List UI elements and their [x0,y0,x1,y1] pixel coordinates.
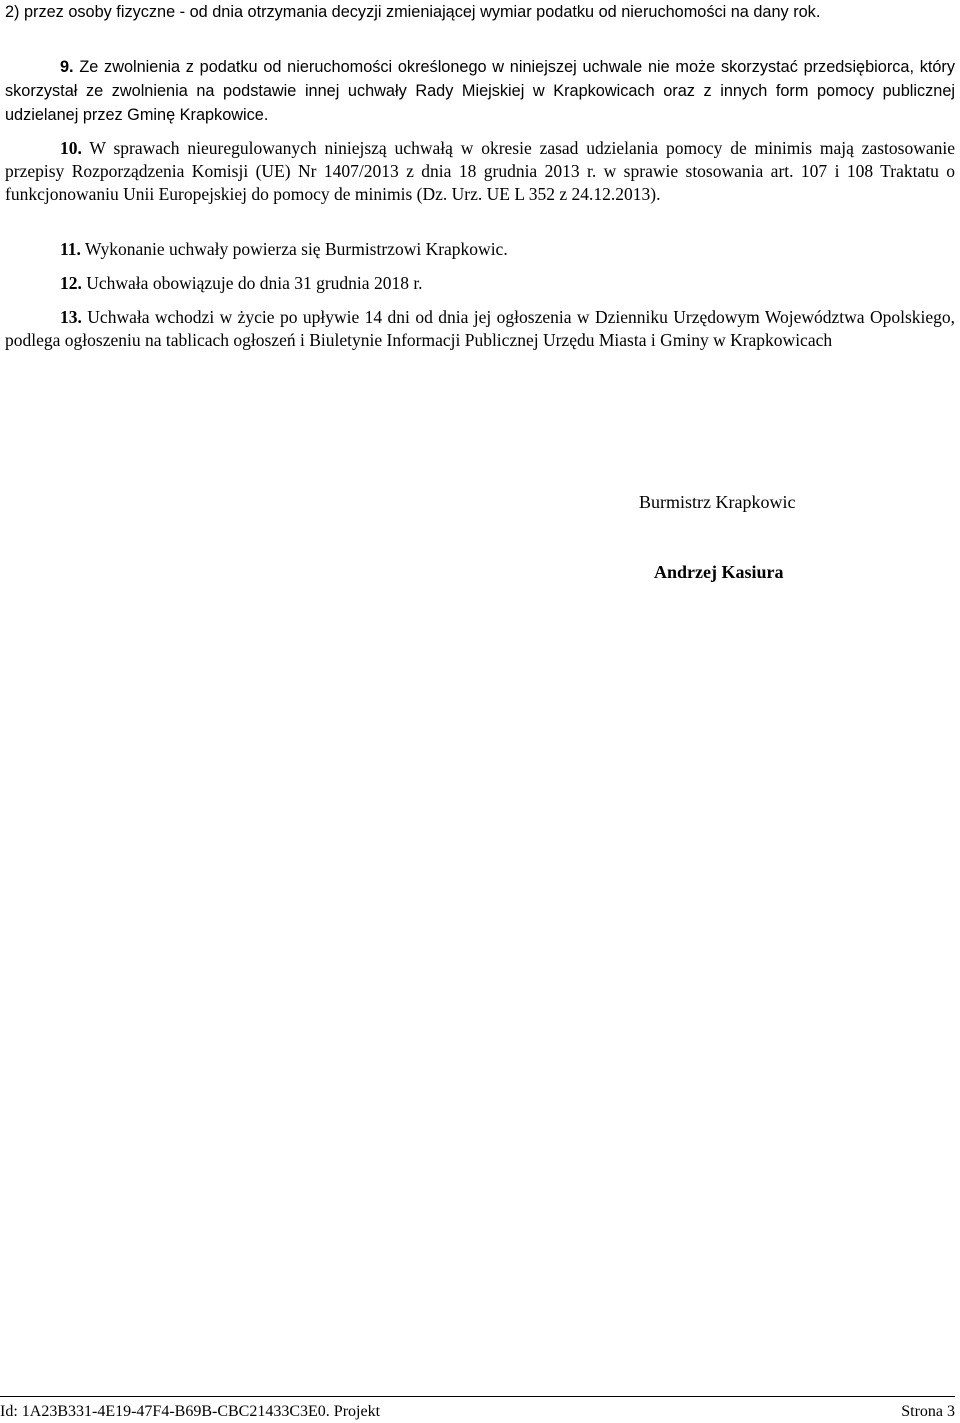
section-9 [5,55,955,127]
section-9-text: Ze zwolnienia z podatku od nieruchomości określonego w niniejszej uchwale nie może skorzystać przedsiębiorca, który skorzystał ze zwolnienia na podstawie innej uchwały Rady Miejskiej w Krapkowicach oraz z innych form pomocy publicznej udzielanej przez Gminę Krapkowice. [5,58,955,124]
section-11-text: Wykonanie uchwały powierza się Burmistrzowi Krapkowic. [84,239,508,259]
signature-name: Andrzej Kasiura [654,562,784,582]
section-10-text: W sprawach nieuregulowanych niniejszą uchwałą w okresie zasad udzielania pomocy de minimis mają zastosowanie przepisy Rozporządzenia Komisji (UE) Nr 1407/2013 z dnia 18 grudnia 2013 r. w sprawie stosowania art. 107 i 108 Traktatu o funkcjonowaniu Unii Europejskiej do pomocy de minimis (Dz. Urz. UE L 352 z 24.12.2013). [5,138,956,204]
section-12 [60,272,423,295]
section-10-number: 10. [60,138,82,158]
footer-divider [0,1396,955,1397]
section-9-number: 9. [60,58,74,76]
section-11-number: 11. [60,239,81,259]
paragraph-2 [5,0,955,24]
paragraph-2-text: 2) przez osoby fizyczne - od dnia otrzymania decyzji zmieniającej wymiar podatku od nieruchomości na dany rok. [5,3,821,21]
section-12-text: Uchwała obowiązuje do dnia 31 grudnia 2018 r. [86,273,423,293]
section-11 [60,238,508,261]
section-13-number: 13. [60,307,82,327]
section-10 [5,137,955,206]
section-12-number: 12. [60,273,82,293]
footer-document-id: Id: 1A23B331-4E19-47F4-B69B-CBC21433C3E0. Projekt [0,1403,381,1420]
section-13 [5,306,955,352]
footer-page-number: Strona 3 [901,1403,955,1420]
section-13-text: Uchwała wchodzi w życie po upływie 14 dni od dnia jej ogłoszenia w Dzienniku Urzędowym Województwa Opolskiego, podlega ogłoszeniu na tablicach ogłoszeń i Biuletynie Informacji Publicznej Urzędu Miasta i Gminy w Krapkowicach [5,307,956,350]
page-footer [0,1400,955,1423]
signature-title: Burmistrz Krapkowic [639,492,796,512]
